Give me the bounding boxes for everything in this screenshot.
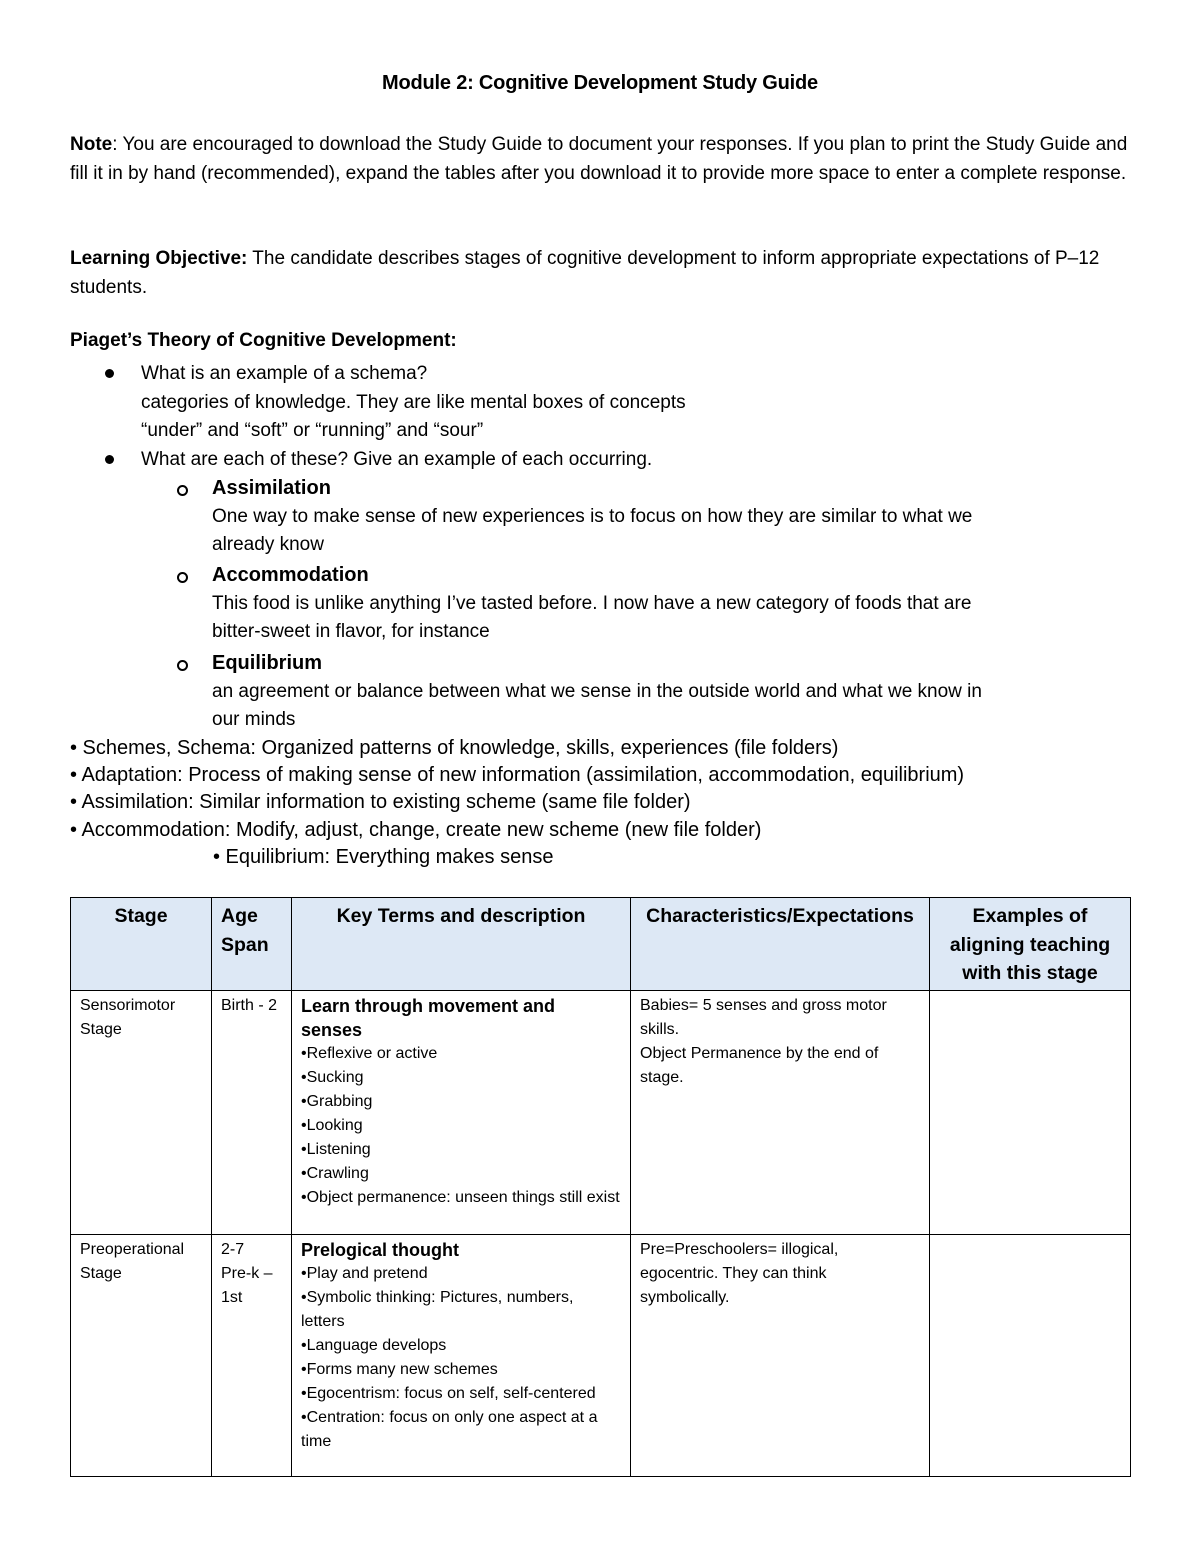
characteristics-cell <box>631 990 930 1234</box>
schema-question: What is an example of a schema? <box>141 363 428 384</box>
bullet-circle-icon <box>177 572 188 583</box>
table-row <box>71 1234 1131 1476</box>
accommodation-line: This food is unlike anything I’ve tasted before. I now have a new category of foods that are <box>212 592 972 614</box>
header-age-line: Span <box>221 933 269 956</box>
header-key-terms: Key Terms and description <box>292 898 631 991</box>
key-terms-heading: Learn through movement and senses <box>301 995 556 1040</box>
stages-table <box>70 897 1131 1477</box>
schema-answer-line: “under” and “soft” or “running” and “sour” <box>141 420 484 441</box>
age-line: Pre-k – 1st <box>221 1264 273 1306</box>
adaptation-question: What are each of these? Give an example of each occurring. <box>141 449 653 470</box>
note-text: : You are encouraged to download the Study Guide to document your responses. If you plan to print the Study Guide and fill it in by hand (recommended), expand the tables after you download it to provide more space to enter a complete response. <box>70 134 1128 184</box>
bullet-disc-icon <box>105 455 114 464</box>
characteristics-line: Pre=Preschoolers= illogical, egocentric. They can think symbolically. <box>640 1240 839 1306</box>
learning-objective-paragraph <box>70 244 1130 302</box>
table-header-row <box>71 898 1131 991</box>
document-title: Module 2: Cognitive Development Study Guide <box>382 72 818 94</box>
header-examples: Examples of aligning teaching with this stage <box>930 898 1131 991</box>
schema-question-block <box>141 360 686 446</box>
list-item: • Egocentrism: focus on self, self-centered <box>301 1382 621 1406</box>
bullet-disc-icon <box>105 369 114 378</box>
assimilation-line: already know <box>212 534 324 555</box>
equilibrium-line: an agreement or balance between what we sense in the outside world and what we know in <box>212 680 982 702</box>
note-paragraph <box>70 130 1130 188</box>
age-cell: Birth - 2 <box>212 990 292 1234</box>
objective-label: Learning Objective: <box>70 248 248 269</box>
objective-text: The candidate describes stages of cognitive development to inform appropriate expectations of P–12 students. <box>70 248 1100 298</box>
examples-cell[interactable] <box>930 990 1131 1234</box>
bullet-circle-icon <box>177 660 188 671</box>
age-cell <box>212 1234 292 1476</box>
characteristics-line: Babies= 5 senses and gross motor skills. <box>640 996 887 1038</box>
key-terms-list <box>301 1042 621 1210</box>
assimilation-block <box>212 474 972 560</box>
stage-cell: Preoperational Stage <box>71 1234 212 1476</box>
list-item: • Looking <box>301 1114 621 1138</box>
key-terms-list <box>301 1262 621 1454</box>
note-label: Note <box>70 134 113 155</box>
header-characteristics: Characteristics/Expectations <box>631 898 930 991</box>
list-item: • Object permanence: unseen things still exist <box>301 1186 621 1210</box>
accommodation-term: Accommodation <box>212 564 369 586</box>
examples-cell[interactable] <box>930 1234 1131 1476</box>
assimilation-line: One way to make sense of new experiences is to focus on how they are similar to what we <box>212 505 973 527</box>
summary-line-adaptation: • Adaptation: Process of making sense of new information (assimilation, accommodation, equilibrium) <box>70 764 965 786</box>
age-line: 2-7 <box>221 1240 245 1258</box>
list-item: • Grabbing <box>301 1090 621 1114</box>
list-item: • Play and pretend <box>301 1262 621 1286</box>
summary-line-assimilation: • Assimilation: Similar information to existing scheme (same file folder) <box>70 791 691 813</box>
bullet-circle-icon <box>177 485 188 496</box>
accommodation-line: bitter-sweet in flavor, for instance <box>212 621 490 642</box>
list-item: • Reflexive or active <box>301 1042 621 1066</box>
header-age-line: Age <box>221 905 258 927</box>
key-terms-cell <box>292 990 631 1234</box>
assimilation-term: Assimilation <box>212 477 331 499</box>
equilibrium-block <box>212 649 982 735</box>
key-terms-heading: Prelogical thought <box>301 1239 460 1260</box>
schema-answer-line: categories of knowledge. They are like mental boxes of concepts <box>141 391 686 413</box>
table-row <box>71 990 1131 1234</box>
header-stage: Stage <box>71 898 212 991</box>
list-item: • Listening <box>301 1138 621 1162</box>
list-item: • Centration: focus on only one aspect at a time <box>301 1406 621 1454</box>
stage-cell: Sensorimotor Stage <box>71 990 212 1234</box>
summary-line-schemes: • Schemes, Schema: Organized patterns of knowledge, skills, experiences (file folders) <box>70 737 839 759</box>
key-terms-cell <box>292 1234 631 1476</box>
equilibrium-line: our minds <box>212 709 296 730</box>
characteristics-cell <box>631 1234 930 1476</box>
list-item: • Crawling <box>301 1162 621 1186</box>
list-item: • Forms many new schemes <box>301 1358 621 1382</box>
header-age-span <box>212 898 292 991</box>
equilibrium-term: Equilibrium <box>212 652 322 674</box>
accommodation-block <box>212 561 971 647</box>
piaget-heading: Piaget’s Theory of Cognitive Development: <box>70 330 457 351</box>
characteristics-line: Object Permanence by the end of stage. <box>640 1044 879 1086</box>
summary-line-accommodation: • Accommodation: Modify, adjust, change, create new scheme (new file folder) <box>70 819 762 841</box>
list-item: • Sucking <box>301 1066 621 1090</box>
list-item: • Language develops <box>301 1334 621 1358</box>
list-item: • Symbolic thinking: Pictures, numbers, letters <box>301 1286 621 1334</box>
summary-line-equilibrium: • Equilibrium: Everything makes sense <box>213 846 554 868</box>
